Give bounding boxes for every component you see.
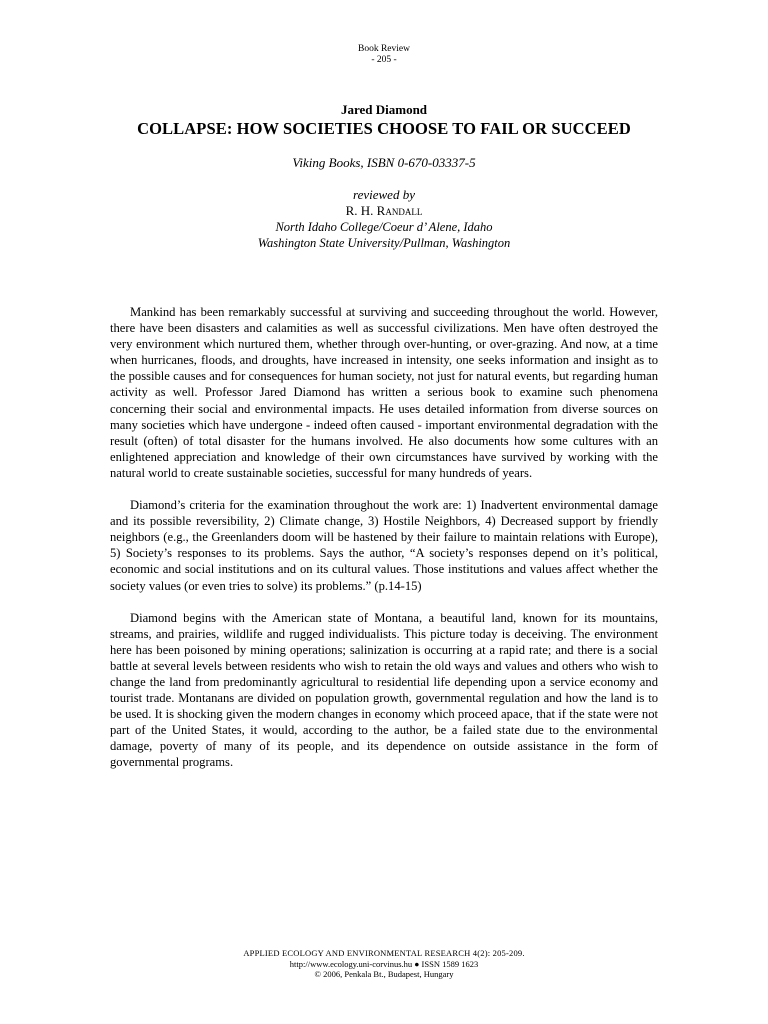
journal-url-issn: http://www.ecology.uni-corvinus.hu ● ISSN 1589 1623 — [289, 958, 479, 969]
body-paragraph-2: Diamond’s criteria for the examination throughout the work are: 1) Inadvertent environmental damage and its possible reversibility, 2) Climate change, 3) Hostile Neighbors, 4) Decreased support by friendly neighbors (e.g., the Greenlanders doom will be hastened by their failure to maintain relations with Europe), 5) Society’s responses to its problems. Says the author, “A society’s responses depend on it’s political, economic and social institutions and on its cultural values. Those institutions and values affect whether the society values (or even tries to solve) its problems.” (p.14-15) — [110, 498, 658, 593]
running-header — [0, 44, 768, 66]
reviewer-affiliation-1: North Idaho College/Coeur d’ Alene, Idaho — [275, 220, 493, 234]
reviewer-name: R. H. Randall — [345, 203, 423, 218]
reviewed-by-label: reviewed by — [353, 187, 415, 202]
book-title: COLLAPSE: HOW SOCIETIES CHOOSE TO FAIL OR SUCCEED — [137, 119, 631, 138]
copyright-notice: © 2006, Penkala Bt., Budapest, Hungary — [314, 969, 454, 979]
title-block — [60, 102, 708, 251]
body-paragraph-3: Diamond begins with the American state of Montana, a beautiful land, known for its mountains, streams, and prairies, wildlife and rugged individualists. This picture today is deceiving. The environment here has been poisoned by mining operations; salinization is occurring at a rapid rate; and there is a social battle at several levels between residents who wish to retain the old ways and values and others who wish to change the land from predominantly agricultural to residential life depending upon a service economy and tourist trade. Montanans are divided on population growth, governmental regulation and how the land is to be used. It is shocking given the modern changes in economy which proceed apace, that if the state were not part of the United States, it would, according to the author, be a failed state due to the environmental damage, poverty of many of its people, and its dependence on outside assistance in the form of governmental programs. — [110, 610, 658, 770]
book-author: Jared Diamond — [340, 102, 428, 117]
publisher-info: Viking Books, ISBN 0-670-03337-5 — [292, 155, 476, 170]
body-paragraph-1: Mankind has been remarkably successful at surviving and succeeding throughout the world. However, there have been disasters and calamities as well as successful civilizations. Men have often destroyed the very environment which nurtured them, whether through over-hunting, or over-grazing. And now, at a time when hurricanes, floods, and droughts, have increased in intensity, one seeks information and insight as to the possible causes and for consequences for human society, not just for natural events, but regarding human activity as well. Professor Jared Diamond has written a serious book to examine such phenomena concerning their social and environmental impacts. He uses detailed information from diverse sources on many societies which have undergone - indeed often caused - important environmental degradation with the result (often) of total disaster for the humans involved. He also documents how some cultures with an enlightened appreciation and knowledge of their own circumstances have survived by working with the natural world to create sustainable societies, successful for many hundreds of years. — [110, 305, 658, 480]
journal-citation: APPLIED ECOLOGY AND ENVIRONMENTAL RESEARCH 4(2): 205-209. — [243, 948, 525, 958]
reviewer-affiliation-2: Washington State University/Pullman, Washington — [257, 236, 511, 250]
page-footer — [0, 948, 768, 980]
page-number: - 205 - — [371, 55, 397, 65]
review-body — [110, 304, 658, 787]
section-label: Book Review — [358, 44, 410, 54]
